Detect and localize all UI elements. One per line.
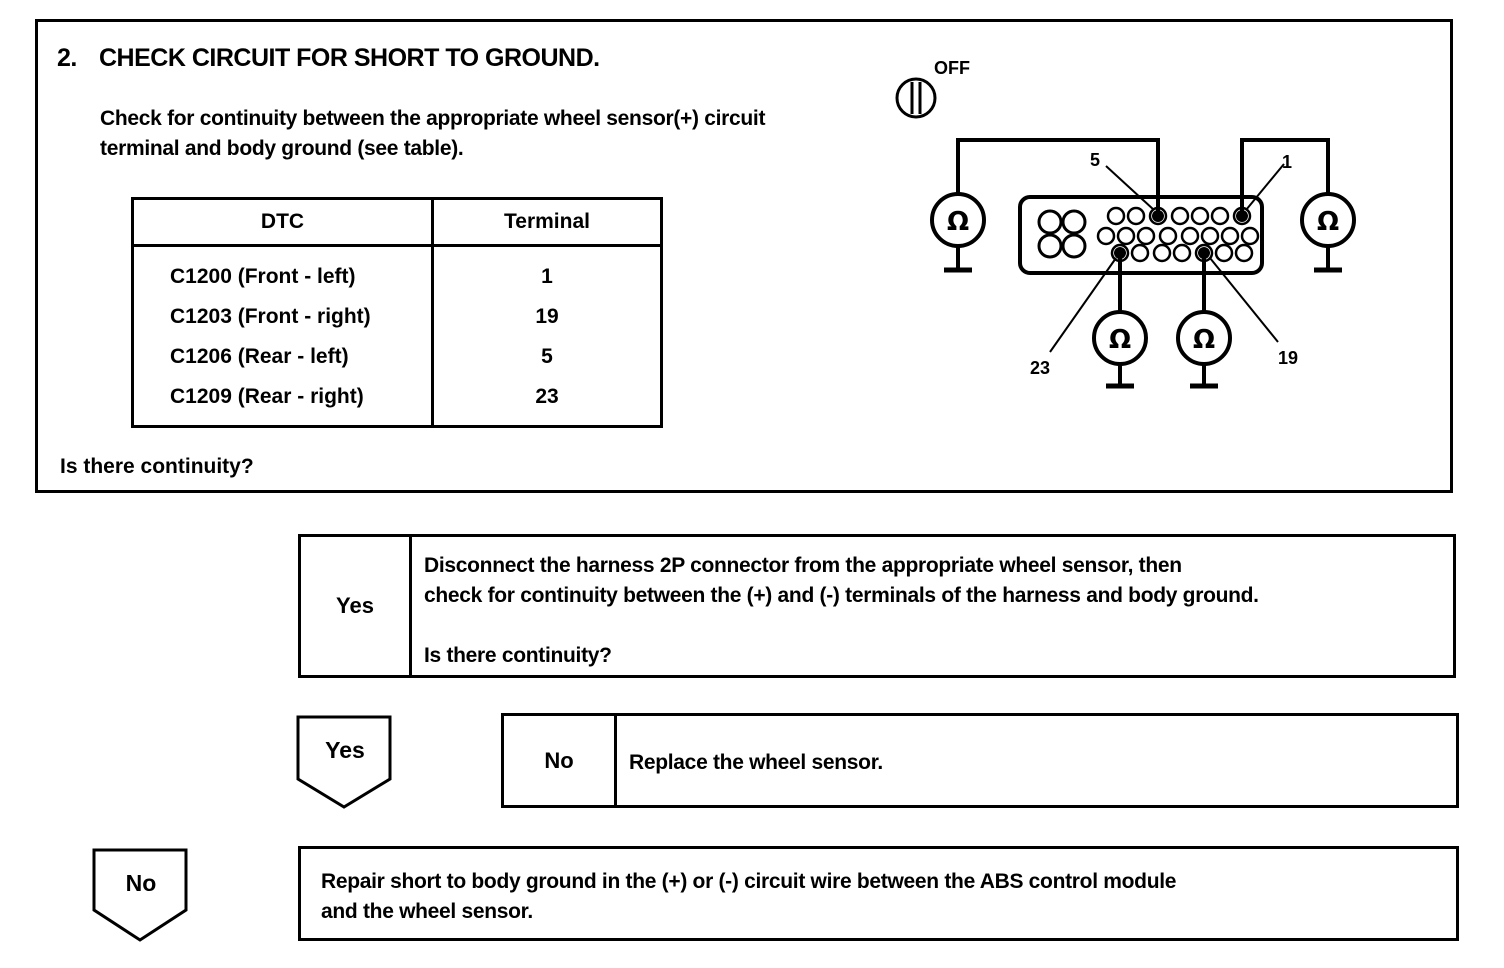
step-instruction [100, 104, 860, 164]
yes-branch-line-2: check for continuity between the (+) and (-) terminals of the harness and body ground. [424, 584, 1259, 607]
yes-branch-question: Is there continuity? [424, 644, 612, 667]
repair-line-2: and the wheel sensor. [321, 900, 533, 923]
dtc-terminal-table [131, 197, 663, 428]
no-branch-text: Replace the wheel sensor. [629, 751, 883, 774]
pin-label-1: 1 [1282, 152, 1293, 172]
dtc-cell: C1200 (Front - left) [133, 246, 433, 298]
table-row [133, 377, 662, 427]
dtc-cell: C1209 (Rear - right) [133, 377, 433, 427]
dtc-cell: C1206 (Rear - left) [133, 337, 433, 377]
pin-label-19: 19 [1278, 348, 1299, 368]
pin-label-5: 5 [1090, 150, 1101, 170]
no-branch-box [501, 713, 1459, 808]
yes-branch-text [412, 537, 1259, 675]
ohm-symbol-bottom-left: Ω [1108, 325, 1132, 355]
step-question: Is there continuity? [60, 455, 254, 478]
yes-branch-label: Yes [301, 537, 412, 675]
terminal-cell: 19 [433, 297, 662, 337]
table-row [133, 297, 662, 337]
ohm-symbol-right: Ω [1316, 207, 1340, 237]
pin-label-23: 23 [1030, 358, 1051, 378]
repair-box [298, 846, 1459, 941]
connector-diagram [880, 50, 1400, 410]
ohm-symbol-bottom-right: Ω [1192, 325, 1216, 355]
terminal-cell: 1 [433, 246, 662, 298]
step-heading [57, 44, 600, 73]
yes-branch-box [298, 534, 1456, 678]
ignition-switch-icon [897, 79, 935, 117]
terminal-cell: 5 [433, 337, 662, 377]
yes-branch-line-1: Disconnect the harness 2P connector from the appropriate wheel sensor, then [424, 554, 1182, 577]
ohm-symbol-left: Ω [946, 207, 970, 237]
no-branch-label: No [504, 716, 617, 805]
instruction-line-1: Check for continuity between the appropriate wheel sensor(+) circuit [100, 107, 766, 130]
instruction-line-2: terminal and body ground (see table). [100, 137, 464, 160]
ignition-off-label: OFF [934, 58, 970, 78]
header-terminal: Terminal [433, 199, 662, 246]
terminal-cell: 23 [433, 377, 662, 427]
step-number: 2. [57, 44, 77, 72]
table-row [133, 246, 662, 298]
table-row [133, 337, 662, 377]
table-header-row [133, 199, 662, 246]
yes-arrow-label: Yes [325, 737, 365, 763]
dtc-cell: C1203 (Front - right) [133, 297, 433, 337]
no-arrow-label: No [125, 870, 157, 896]
repair-line-1: Repair short to body ground in the (+) or (-) circuit wire between the ABS control module [321, 870, 1177, 893]
repair-text [301, 849, 1456, 927]
header-dtc: DTC [133, 199, 433, 246]
step-title: CHECK CIRCUIT FOR SHORT TO GROUND. [99, 44, 600, 72]
